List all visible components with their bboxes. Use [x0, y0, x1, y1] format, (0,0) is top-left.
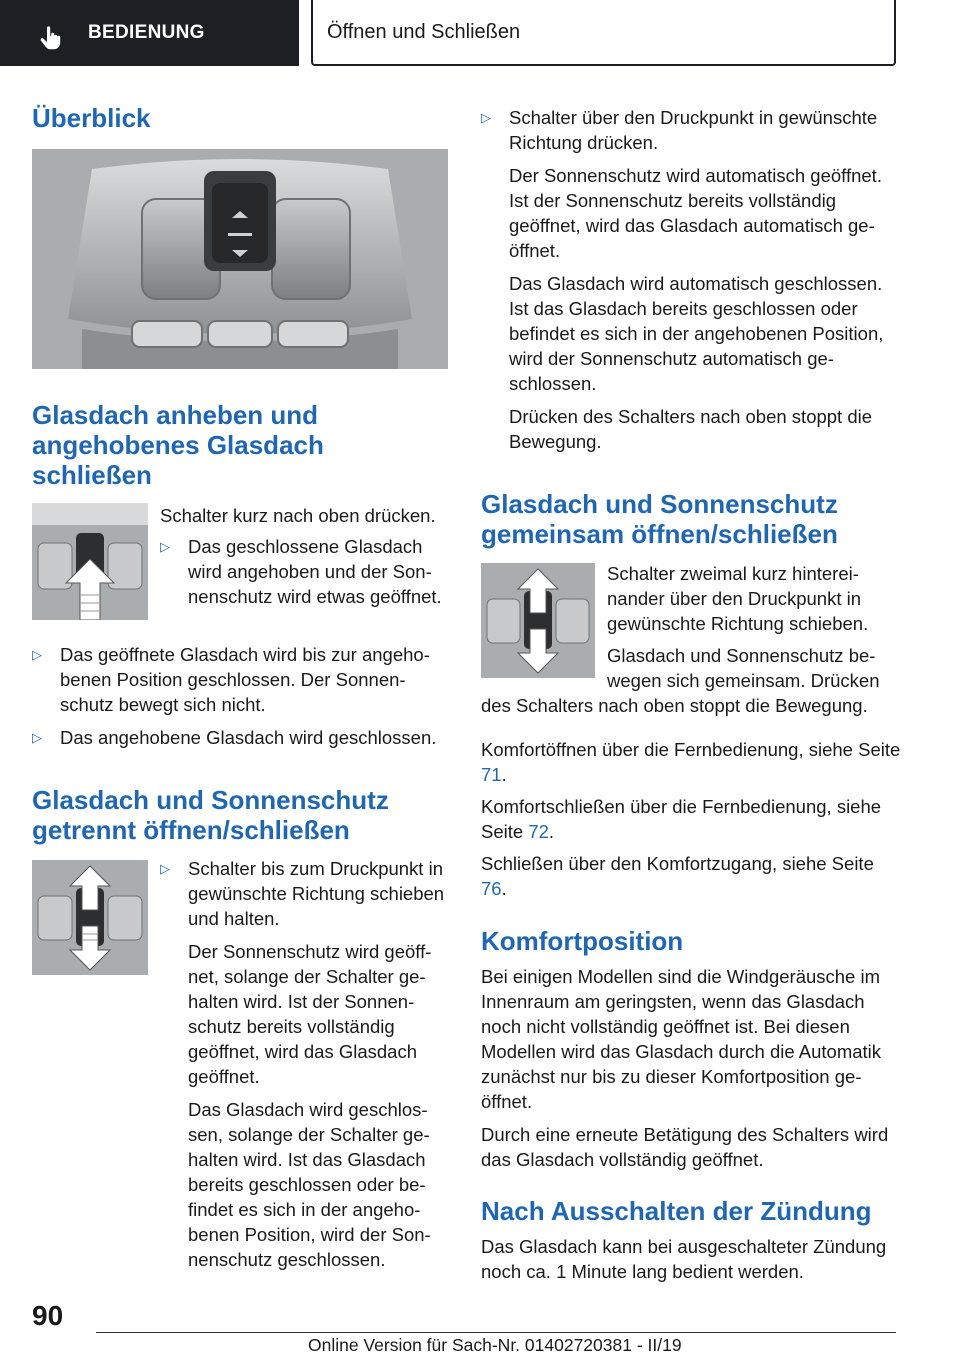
- lift-switch-photo: [32, 503, 148, 620]
- separate-bullet-2: ▷ Schalter über den Druckpunkt in gewünschte Richtung drücken. Der Sonnenschutz wird automatisch geöffnet. Ist der Sonnenschutz bereits vollständig geöffnet, wird das Glasdach automatisch geöffnet. Das Glasdach wird automatisch geschlossen. Ist das Glasdach bereits geschlossen oder befindet es sich in der angehobenen Position, wird der Sonnenschutz automatisch geschlossen. Drücken des Schalters nach oben stoppt die Bewegung.: [481, 107, 884, 452]
- lift-intro: Schalter kurz nach oben drücken.: [160, 505, 436, 526]
- comfort-close-ref: Komfortschließen über die Fernbedienung, siehe Seite 72.: [481, 796, 882, 842]
- chapter-tab: [311, 0, 896, 66]
- heading-ignition: Nach Ausschalten der Zündung: [481, 1196, 872, 1226]
- section-tab: [0, 0, 299, 66]
- page-number: 90: [32, 1300, 64, 1331]
- switch-double-arrow-illustration: [481, 563, 595, 678]
- together-switch-photo: [481, 563, 595, 678]
- separate-switch-photo: [32, 860, 148, 975]
- footer-divider: [96, 1332, 896, 1333]
- heading-comfort-position: Komfortposition: [481, 926, 684, 956]
- comfort-open-ref: Komfortöffnen über die Fernbedienung, siehe Seite 71.: [481, 739, 901, 785]
- section-label: BEDIENUNG: [88, 22, 205, 43]
- comfort-position-para-1: Bei einigen Modellen sind die Windgeräusche im Innenraum am geringsten, wenn das Glasdach noch nicht vollständig geöffnet ist. Bei diesen Modellen wird das Glasdach durch die Automatik zunächst nur bis zu dieser Komfortposition geöffnet.: [481, 966, 882, 1112]
- bullet-triangle-icon: ▷: [32, 730, 42, 745]
- bullet-triangle-icon: ▷: [481, 110, 491, 125]
- heading-together: Glasdach und Sonnenschutz gemeinsam öffnen/schließen: [481, 489, 838, 549]
- lift-bullet-2: ▷ Das geöffnete Glasdach wird bis zur angehobenen Position geschlossen. Der Sonnenschutz bewegt sich nicht.: [32, 644, 430, 715]
- together-para-2a: Glasdach und Sonnenschutz bewegen sich gemeinsam. Drücken: [607, 645, 880, 691]
- bullet-triangle-icon: ▷: [160, 861, 170, 876]
- footer-online-version: Online Version für Sach-Nr. 01402720381 - II/19: [308, 1335, 682, 1355]
- lift-bullet-3: ▷ Das angehobene Glasdach wird geschlossen.: [32, 727, 437, 748]
- heading-lift: Glasdach anheben und angehobenes Glasdach schließen: [32, 400, 324, 490]
- separate-bullet-1: ▷ Schalter bis zum Druckpunkt in gewünschte Richtung schieben und halten. Der Sonnenschutz wird geöffnet, solange der Schalter gehalten wird. Ist der Sonnenschutz bereits vollständig geöffnet, wird das Glasdach geöffnet. Das Glasdach wird geschlossen, solange der Schalter gehalten wird. Ist das Glasdach bereits geschlossen oder befindet es sich in der angehobenen Position, wird der Sonnenschutz geschlossen.: [160, 858, 445, 1270]
- page-link-71[interactable]: 71: [481, 764, 502, 785]
- overhead-console-illustration: [32, 149, 448, 369]
- chapter-title: Öffnen und Schließen: [327, 20, 521, 43]
- switch-up-arrow-illustration: [32, 503, 148, 620]
- lift-bullet-1: ▷ Das geschlossene Glasdach wird angehoben und der Sonnenschutz wird etwas geöffnet.: [160, 536, 442, 607]
- page-link-76[interactable]: 76: [481, 878, 502, 899]
- hand-pointer-icon: [38, 26, 62, 50]
- lock-access-ref: Schließen über den Komfortzugang, siehe Seite 76.: [481, 853, 874, 899]
- bullet-triangle-icon: ▷: [160, 539, 170, 554]
- bullet-triangle-icon: ▷: [32, 647, 42, 662]
- heading-separate: Glasdach und Sonnenschutz getrennt öffnen/schließen: [32, 785, 389, 845]
- together-para-1: Schalter zweimal kurz hintereinander über den Druckpunkt in gewünschte Richtung schieben.: [607, 563, 869, 634]
- comfort-position-para-2: Durch eine erneute Betätigung des Schalters wird das Glasdach vollständig geöffnet.: [481, 1124, 889, 1170]
- ignition-para: Das Glasdach kann bei ausgeschalteter Zündung noch ca. 1 Minute lang bedient werden.: [481, 1236, 887, 1282]
- switch-updown-arrow-illustration: [32, 860, 148, 975]
- together-para-2b: des Schalters nach oben stoppt die Bewegung.: [481, 695, 868, 716]
- heading-overview: Überblick: [32, 103, 151, 133]
- page-link-72[interactable]: 72: [528, 821, 549, 842]
- overview-photo: [32, 149, 448, 369]
